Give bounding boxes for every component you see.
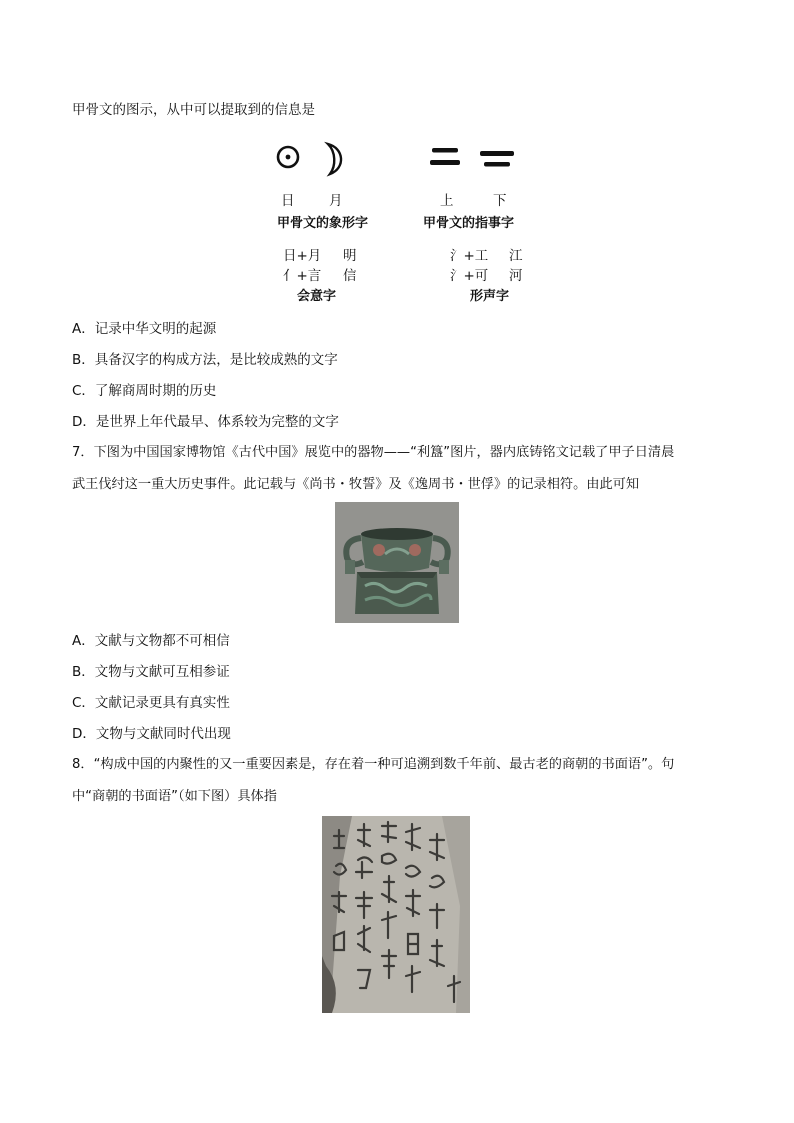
ideograph-result-2: 信 [343, 268, 357, 284]
char-down: 下 [493, 193, 507, 209]
down-glyph-icon [480, 151, 514, 167]
ideograph-formula-1: 日+月 [283, 248, 322, 264]
question-intro: 甲骨文的图示，从中可以提取到的信息是 [72, 102, 315, 118]
q6-option-d: D．是世界上年代最早、体系较为完整的文字 [72, 414, 339, 430]
phonosemantic-formula-2: 氵+可 [450, 268, 489, 284]
up-glyph-icon [430, 148, 460, 165]
phonosemantic-caption: 形声字 [470, 289, 510, 304]
q8-stem-line1: 8．“构成中国的内聚性的又一重要因素是，存在着一种可追溯到数千年前、最古老的商朝的书面语”。句 [72, 757, 675, 772]
q7-option-c: C．文献记录更具有真实性 [72, 695, 230, 711]
phonosemantic-formula-1: 氵+工 [450, 248, 489, 264]
q6-option-b: B．具备汉字的构成方法，是比较成熟的文字 [72, 352, 338, 368]
ideograph-caption: 会意字 [297, 289, 337, 304]
sun-glyph-icon [278, 147, 298, 167]
oracle-bone-glyphs-figure [270, 138, 530, 180]
q7-option-a: A．文献与文物都不可相信 [72, 633, 230, 649]
q7-option-d: D．文物与文献同时代出现 [72, 726, 231, 742]
q7-option-b: B．文物与文献可互相参证 [72, 664, 230, 680]
char-sun: 日 [281, 193, 295, 209]
li-gui-bronze-vessel-image [335, 502, 459, 623]
q6-option-c: C．了解商周时期的历史 [72, 383, 217, 399]
char-up: 上 [440, 193, 454, 209]
q8-stem-line2: 中“商朝的书面语”（如下图）具体指 [72, 789, 277, 804]
ideograph-formula-2: 亻+言 [283, 268, 322, 284]
phonosemantic-result-2: 河 [509, 268, 523, 284]
q7-stem-line1: 7．下图为中国国家博物馆《古代中国》展览中的器物——“利簋”图片，器内底铸铭文记载了甲子日清晨 [72, 445, 675, 460]
moon-glyph-icon [328, 144, 341, 174]
indicative-caption: 甲骨文的指事字 [423, 216, 515, 231]
q6-option-a: A．记录中华文明的起源 [72, 321, 217, 337]
pictograph-caption: 甲骨文的象形字 [277, 216, 369, 231]
ideograph-result-1: 明 [343, 248, 357, 264]
q7-stem-line2: 武王伐纣这一重大历史事件。此记载与《尚书・牧誓》及《逸周书・世俘》的记录相符。由此可知 [72, 477, 640, 492]
phonosemantic-result-1: 江 [509, 248, 523, 264]
oracle-bone-inscription-image [322, 816, 470, 1013]
char-moon: 月 [329, 193, 343, 209]
